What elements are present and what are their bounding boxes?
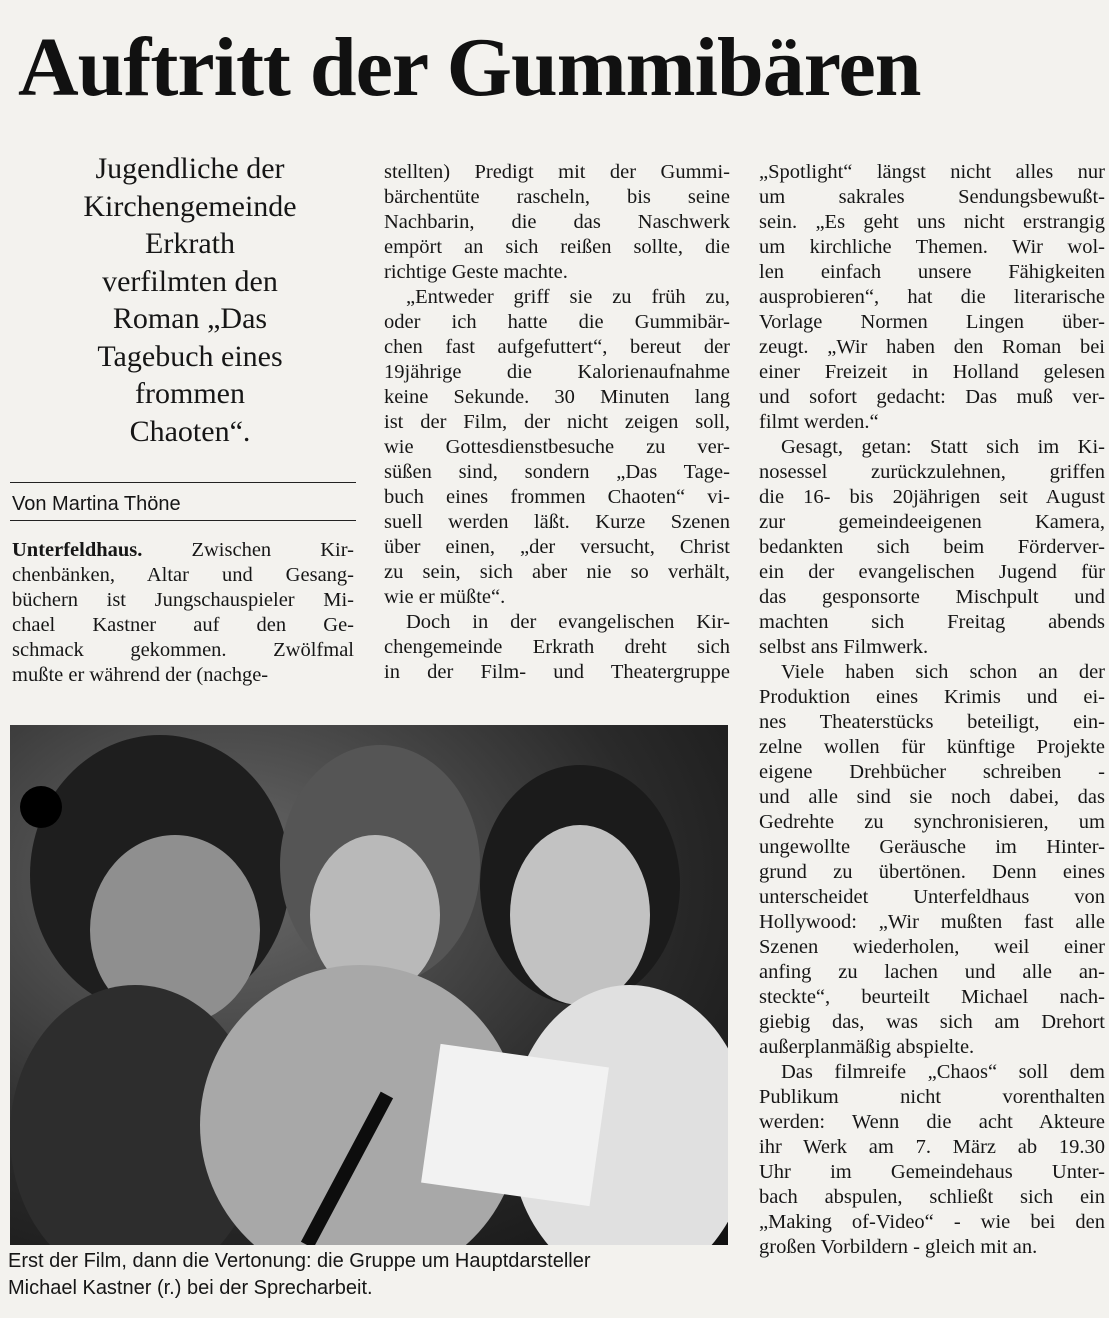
text-line: selbst ans Filmwerk. xyxy=(759,636,929,658)
text-line: bedankten sich beim Förderver- xyxy=(759,536,1105,558)
text-line: um sakrales Sendungsbewußt- xyxy=(759,186,1105,208)
text-line: Nachbarin, die das Naschwerk xyxy=(384,211,730,233)
text-line: ein der evangelischen Jugend für xyxy=(759,561,1105,583)
text-line: chael Kastner auf den Ge- xyxy=(12,614,354,636)
photo-person-right-face xyxy=(510,825,650,1005)
text-line: „Entweder griff sie zu früh zu, xyxy=(406,286,730,308)
text-line: werden: Wenn die acht Akteure xyxy=(759,1111,1105,1133)
text-line: steckte“, beurteilt Michael nach- xyxy=(759,986,1105,1008)
text-line: über einen, „der versucht, Christ xyxy=(384,536,730,558)
text-line: außerplanmäßig abspielte. xyxy=(759,1036,975,1058)
text-line: ungewollte Geräusche im Hinter- xyxy=(759,836,1105,858)
text-line: grund zu übertönen. Denn eines xyxy=(759,861,1105,883)
text-line: anfing zu lachen und alle an- xyxy=(759,961,1105,983)
text-line: zelne wollen für künftige Projekte xyxy=(759,736,1105,758)
text-line: chen fast aufgefuttert“, bereut der xyxy=(384,336,730,358)
text-line: 19jährige die Kalorienaufnahme xyxy=(384,361,730,383)
byline-rule-top xyxy=(10,482,356,483)
deck-line: verfilmten den xyxy=(102,264,278,298)
text-line: richtige Geste machte. xyxy=(384,261,568,283)
photo-script-paper xyxy=(421,1044,609,1206)
column-1 xyxy=(12,538,354,688)
text-line: wie Gottesdienstbesuche zu ver- xyxy=(384,436,730,458)
text-line: zur gemeindeeigenen Kamera, xyxy=(759,511,1105,533)
deck-line: Erkrath xyxy=(145,227,235,260)
text-line: Uhr im Gemeindehaus Unter- xyxy=(759,1161,1105,1183)
text-line: Hollywood: „Wir mußten fast alle xyxy=(759,911,1105,933)
text-line: Gedrehte zu synchronisieren, um xyxy=(759,811,1105,833)
text-line: bärchentüte rascheln, bis seine xyxy=(384,186,730,208)
text-line: unterscheidet Unterfeldhaus von xyxy=(759,886,1105,908)
headline: Auftritt der Gummibären xyxy=(18,21,921,114)
column-3 xyxy=(759,160,1105,1260)
text-line: ihr Werk am 7. März ab 19.30 xyxy=(759,1136,1105,1158)
deck-subheadline xyxy=(30,150,350,450)
text-line: und alle sind sie noch dabei, das xyxy=(759,786,1105,808)
text-line: len einfach unsere Fähigkeiten xyxy=(759,261,1105,283)
dateline: Unterfeldhaus. xyxy=(12,539,143,561)
text-line: filmt werden.“ xyxy=(759,411,879,433)
text-line: Doch in der evangelischen Kir- xyxy=(406,611,730,633)
text-line: Das filmreife „Chaos“ soll dem xyxy=(781,1061,1105,1083)
text-line: Viele haben sich schon an der xyxy=(781,661,1105,683)
deck-line: Kirchengemeinde xyxy=(83,189,297,223)
text-line: sein. „Es geht uns nicht erstrangig xyxy=(759,211,1105,233)
dateline-continuation: Zwischen Kir- xyxy=(191,539,354,561)
deck-line: Tagebuch eines xyxy=(97,339,283,373)
text-line: einer Freizeit in Holland gelesen xyxy=(759,361,1105,383)
byline: Von Martina Thöne xyxy=(12,493,181,515)
text-line: Produktion eines Krimis und ei- xyxy=(759,686,1105,708)
text-line: chenbänken, Altar und Gesang- xyxy=(12,564,354,586)
text-line: „Spotlight“ längst nicht alles nur xyxy=(759,161,1105,183)
text-line: nes Theaterstücks beteiligt, ein- xyxy=(759,711,1105,733)
text-line: Gesagt, getan: Statt sich im Ki- xyxy=(781,436,1105,458)
deck-line: Chaoten“. xyxy=(129,414,251,448)
column-2 xyxy=(384,160,730,685)
scan-punch-hole xyxy=(20,786,62,828)
text-line: empört an sich reißen sollte, die xyxy=(384,236,730,258)
caption-line: Erst der Film, dann die Vertonung: die Gruppe um Hauptdarsteller xyxy=(8,1250,591,1272)
text-line: und sofort gedacht: Das muß ver- xyxy=(759,386,1105,408)
text-line: um kirchliche Themen. Wir wol- xyxy=(759,236,1105,258)
text-line: machten sich Freitag abends xyxy=(759,611,1105,633)
caption-line: Michael Kastner (r.) bei der Sprecharbeit. xyxy=(8,1277,373,1299)
text-line: büchern ist Jungschauspieler Mi- xyxy=(12,589,354,611)
text-line: die 16- bis 20jährigen seit August xyxy=(759,486,1105,508)
text-line: Szenen wiederholen, weil einer xyxy=(759,936,1105,958)
text-line: großen Vorbildern - gleich mit an. xyxy=(759,1236,1038,1258)
text-line: in der Film- und Theatergruppe xyxy=(384,661,730,683)
text-line: wie er müßte“. xyxy=(384,586,506,608)
text-line: zu sein, sich aber nie so verhält, xyxy=(384,561,730,583)
text-line: Vorlage Normen Lingen über- xyxy=(759,311,1105,333)
text-line: eigene Drehbücher schreiben - xyxy=(759,761,1105,783)
text-line: das gesponsorte Mischpult und xyxy=(759,586,1105,608)
text-line: mußte er während der (nachge- xyxy=(12,664,269,686)
text-line: stellten) Predigt mit der Gummi- xyxy=(384,161,730,183)
text-line: süßen sind, sondern „Das Tage- xyxy=(384,461,730,483)
text-line: chengemeinde Erkrath dreht sich xyxy=(384,636,730,658)
byline-rule-bottom xyxy=(10,520,356,521)
text-line: suell werden läßt. Kurze Szenen xyxy=(384,511,730,533)
text-line: ausprobieren“, hat die literarische xyxy=(759,286,1105,308)
text-line xyxy=(12,538,354,563)
news-photo xyxy=(10,725,728,1245)
text-line: bach abspulen, schließt sich ein xyxy=(759,1186,1105,1208)
deck-line: Roman „Das xyxy=(112,302,268,335)
text-line: ist der Film, der nicht zeigen soll, xyxy=(384,411,730,433)
text-line: Publikum nicht vorenthalten xyxy=(759,1086,1105,1108)
text-line: keine Sekunde. 30 Minuten lang xyxy=(384,386,730,408)
text-line: nosessel zurückzulehnen, griffen xyxy=(759,461,1105,483)
text-line: schmack gekommen. Zwölfmal xyxy=(12,639,354,661)
text-line: oder ich hatte die Gummibär- xyxy=(384,311,730,333)
photo-caption xyxy=(8,1248,738,1302)
deck-line: Jugendliche der xyxy=(95,152,285,185)
text-line: giebig das, was sich am Drehort xyxy=(759,1011,1105,1033)
text-line: „Making of-Video“ - wie bei den xyxy=(759,1211,1105,1233)
deck-line: frommen xyxy=(135,377,245,410)
text-line: buch eines frommen Chaoten“ vi- xyxy=(384,486,730,508)
text-line: zeugt. „Wir haben den Roman bei xyxy=(759,336,1105,358)
